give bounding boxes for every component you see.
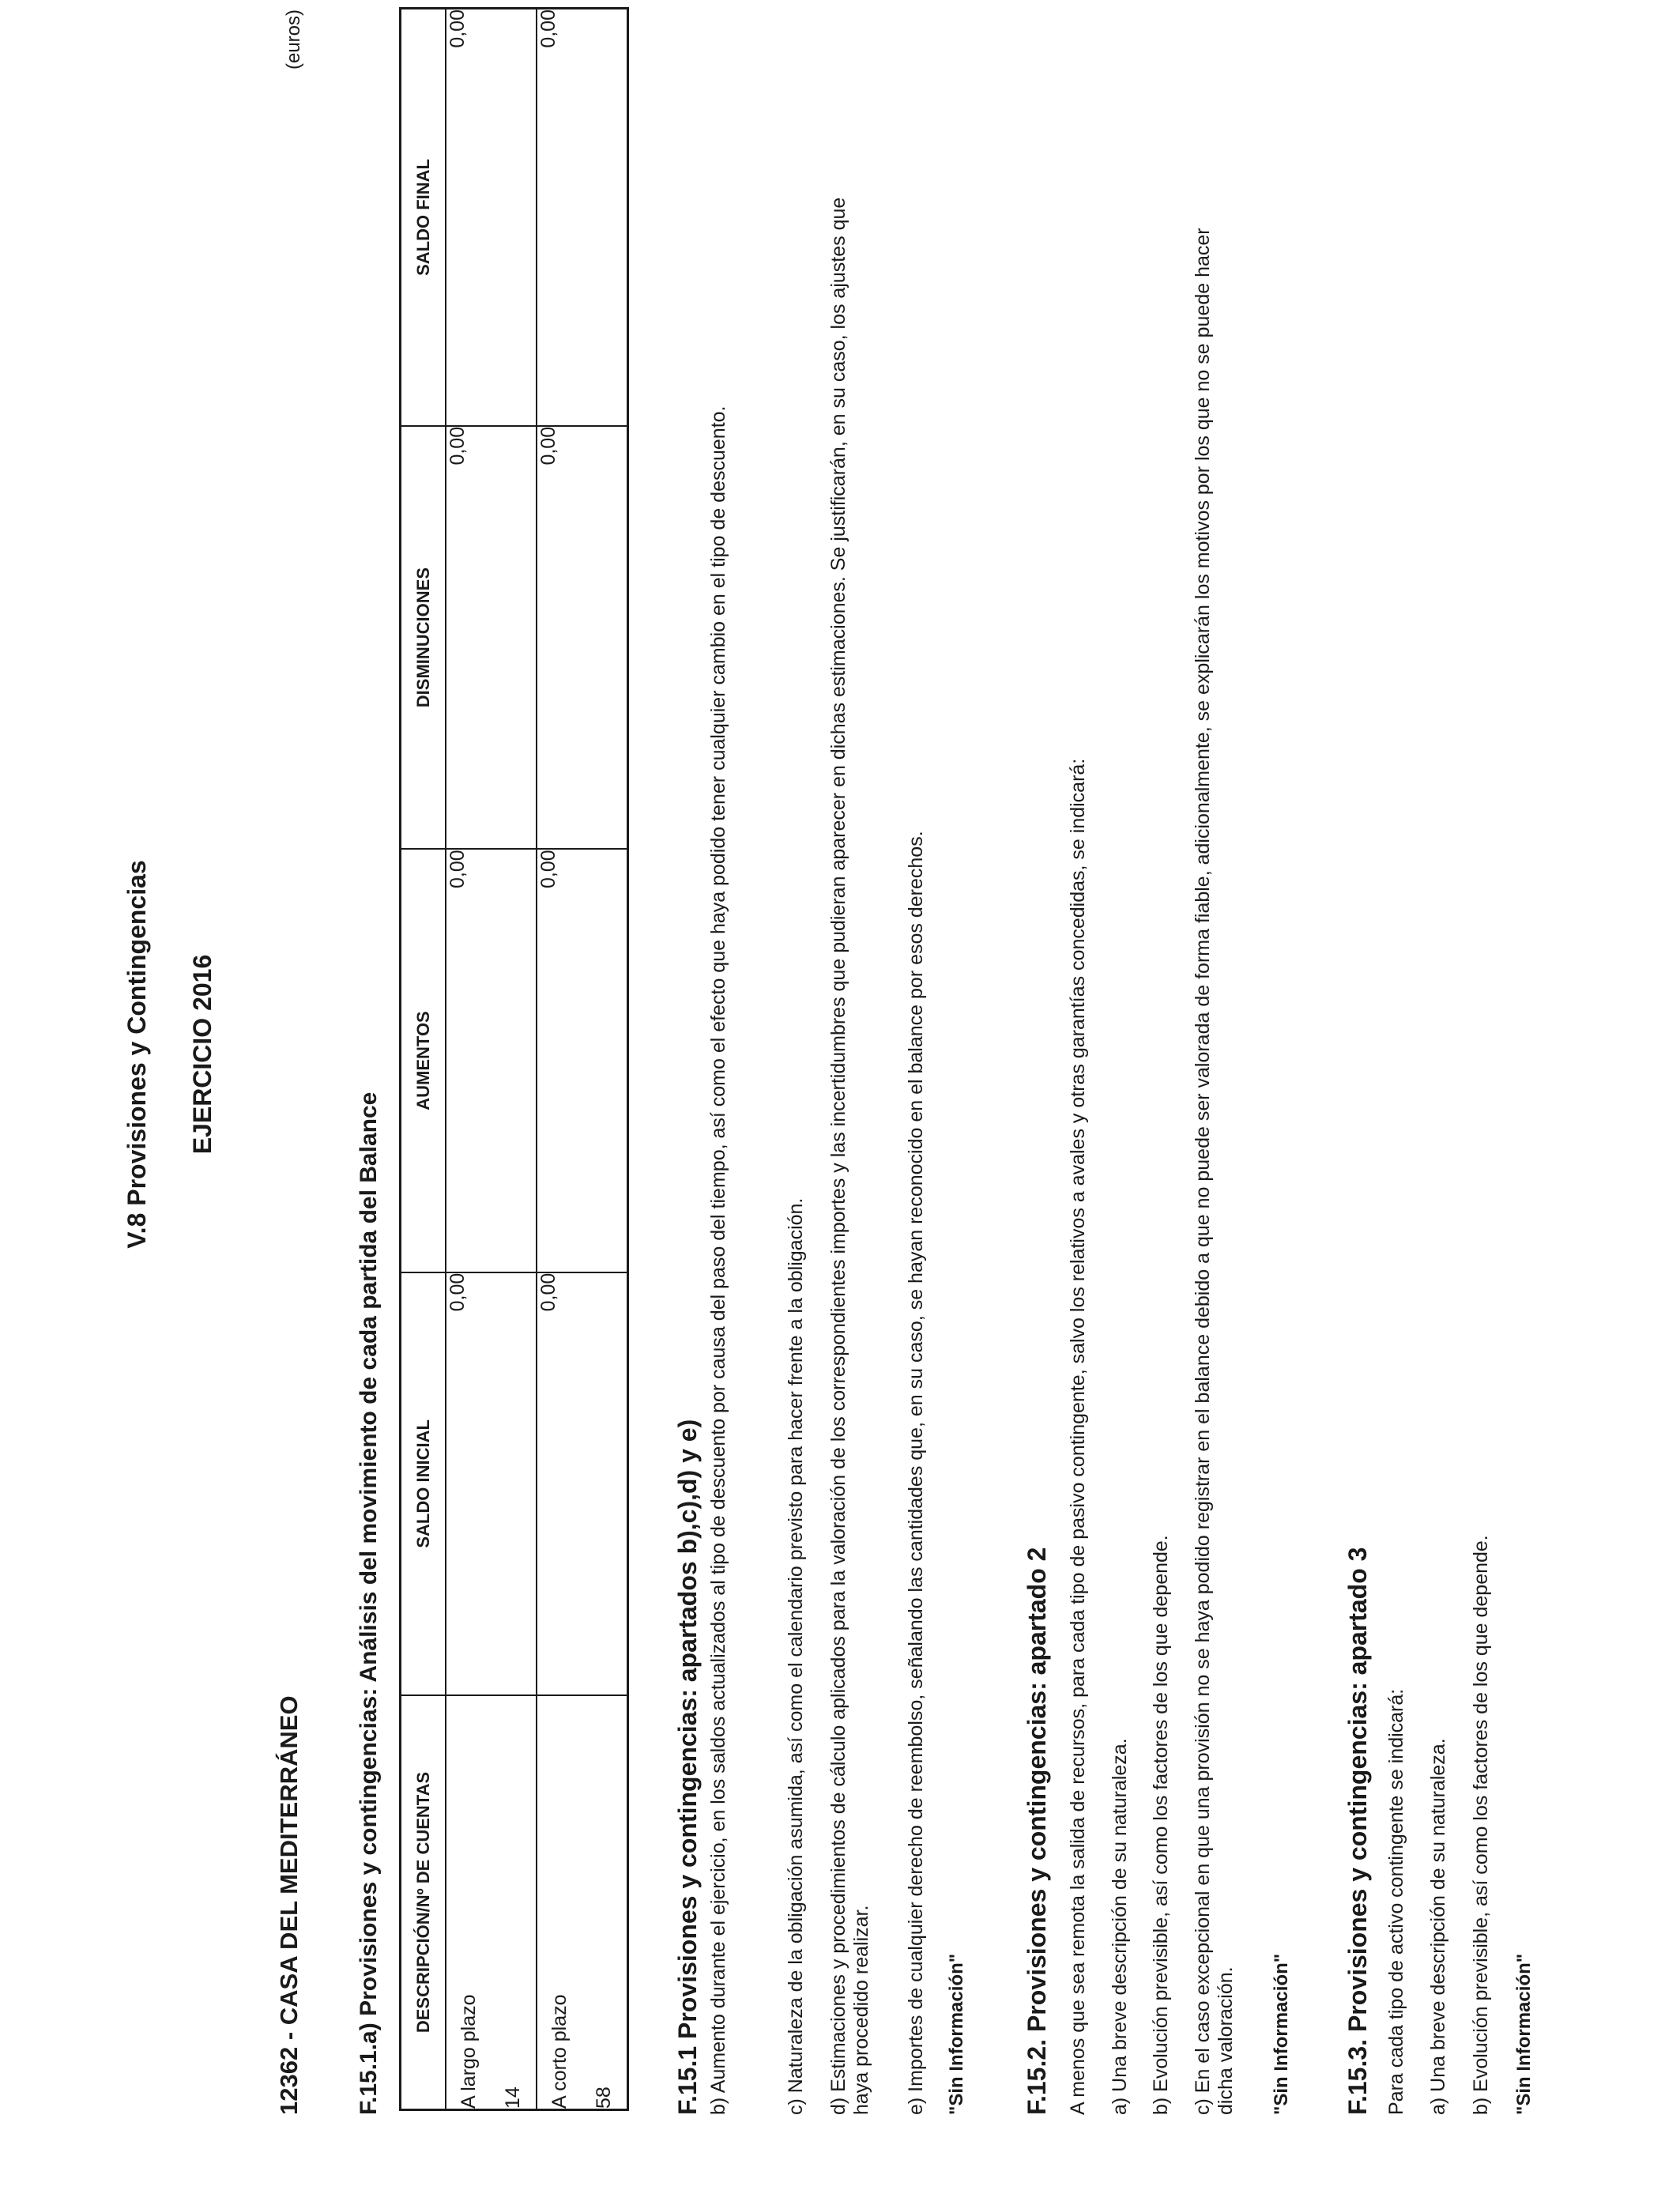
col-header-disminuciones: DISMINUCIONES (401, 426, 446, 849)
cell-saldo-inicial: 0,00 (537, 1272, 627, 1695)
cell-saldo-inicial: 0,00 (446, 1272, 537, 1695)
table-row (446, 9, 537, 2110)
col-header-description: DESCRIPCIÓN/Nº DE CUENTAS (401, 1695, 446, 2109)
section-3-item-a: a) Una breve descripción de su naturaleza. (1427, 1738, 1449, 2115)
section-2-intro: A menos que sea remota la salida de recursos, para cada tipo de pasivo contingente, salvo los relativos a avales y otras garantías concedidas, se indicará: (1067, 758, 1089, 2115)
section-2-item-b: b) Evolución previsible, así como los factores de los que depende. (1150, 1535, 1172, 2115)
row-accounts: 58 (593, 2087, 615, 2109)
section-3-intro: Para cada tipo de activo contingente se indicará: (1385, 1688, 1407, 2115)
page-subtitle: EJERCICIO 2016 (188, 954, 217, 1155)
cell-saldo-final: 0,00 (537, 9, 627, 426)
cell-aumentos: 0,00 (537, 849, 627, 1272)
table-heading: F.15.1.a) Provisiones y contingencias: Análisis del movimiento de cada partida del Balance (356, 1091, 382, 2115)
section-1-item-c: c) Naturaleza de la obligación asumida, así como el calendario previsto para hacer frente a la obligación. (785, 1197, 807, 2115)
section-1-note: "Sin Información" (946, 1953, 967, 2115)
section-1-item-e: e) Importes de cualquier derecho de reembolso, señalando las cantidades que, en su caso, se hayan reconocido en el balance por esos derechos. (905, 831, 927, 2115)
section-2-heading: F.15.2. Provisiones y contingencias: apartado 2 (1023, 1547, 1051, 2115)
row-description (537, 1695, 627, 2109)
section-1-heading: F.15.1 Provisiones y contingencias: apartados b),c),d) y e) (673, 1419, 702, 2115)
col-header-aumentos: AUMENTOS (401, 849, 446, 1272)
section-2-item-c: c) En el caso excepcional en que una provisión no se haya podido registrar en el balance debido a que no puede ser valorada de forma fiable, adicionalmente, se explicarán los motivos por los que no se puede hacer dicha valoración. (1192, 228, 1237, 2115)
section-1-item-b: b) Aumento durante el ejercicio, en los saldos actualizados al tipo de descuento por causa del paso del tiempo, así como el efecto que haya podido tener cualquier cambio en el tipo de descuento. (707, 405, 729, 2115)
cell-disminuciones: 0,00 (537, 426, 627, 849)
section-3-item-b: b) Evolución previsible, así como los factores de los que depende. (1470, 1535, 1492, 2115)
page-title: V.8 Provisiones y Contingencias (122, 860, 151, 1249)
provisions-table (399, 7, 629, 2111)
section-1-item-d: d) Estimaciones y procedimientos de cálculo aplicados para la valoración de los correspondientes importes y las incertidumbres que pudieran aparecer en dichas estimaciones. Se justificarán, en su caso, los ajustes que haya procedido realizar. (827, 197, 872, 2115)
section-3-heading: F.15.3. Provisiones y contingencias: apartado 3 (1343, 1547, 1372, 2115)
section-2-item-a: a) Una breve descripción de su naturaleza. (1109, 1738, 1131, 2115)
entity-name: 12362 - CASA DEL MEDITERRÁNEO (275, 1695, 303, 2115)
cell-aumentos: 0,00 (446, 849, 537, 1272)
cell-saldo-final: 0,00 (446, 9, 537, 426)
table-row (537, 9, 627, 2110)
row-label: A corto plazo (548, 1994, 571, 2109)
row-description (446, 1695, 537, 2109)
table-header-row (401, 9, 446, 2110)
col-header-saldo-inicial: SALDO INICIAL (401, 1272, 446, 1695)
row-accounts: 14 (502, 2087, 524, 2109)
section-3-note: "Sin Información" (1513, 1953, 1535, 2115)
row-label: A largo plazo (458, 1994, 480, 2109)
currency-note: (euros) (283, 9, 304, 70)
cell-disminuciones: 0,00 (446, 426, 537, 849)
section-2-note: "Sin Información" (1271, 1953, 1292, 2115)
col-header-saldo-final: SALDO FINAL (401, 9, 446, 426)
